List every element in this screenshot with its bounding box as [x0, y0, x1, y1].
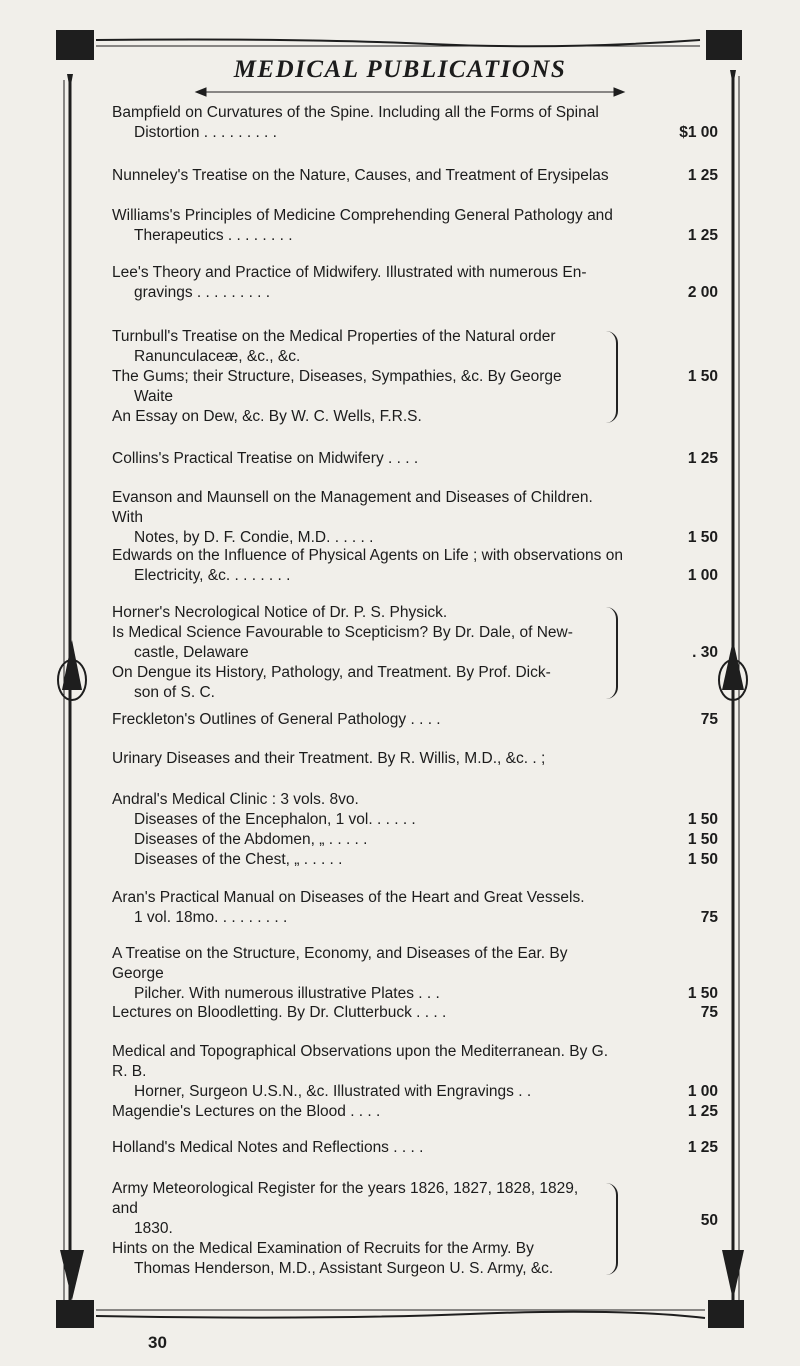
entry-price: 1 50	[687, 851, 718, 868]
entry-price: 1 00	[687, 567, 718, 584]
page-number: 30	[148, 1333, 167, 1352]
list-item	[112, 944, 718, 1004]
entry-title: Lee's Theory and Practice of Midwifery. Illustrated with numerous En-	[112, 264, 587, 281]
entry-price: 1 25	[687, 167, 718, 184]
list-item	[112, 850, 718, 870]
entry-title: Evanson and Maunsell on the Management and Diseases of Children. With	[112, 489, 593, 526]
list-item	[112, 263, 718, 303]
entry-title: Is Medical Science Favourable to Scepticism? By Dr. Dale, of New-	[112, 624, 573, 641]
entry-title: A Treatise on the Structure, Economy, and Diseases of the Ear. By George	[112, 945, 568, 982]
list-item	[112, 830, 718, 850]
entry-price: 50	[700, 1212, 718, 1229]
entry-price: 75	[700, 1004, 718, 1021]
entry-price: 1 50	[687, 831, 718, 848]
entry-title-continued: Notes, by D. F. Condie, M.D. . . . . .	[134, 529, 374, 546]
entry-title: Nunneley's Treatise on the Nature, Causes, and Treatment of Erysipelas	[112, 167, 609, 184]
entry-title-continued: Horner, Surgeon U.S.N., &c. Illustrated with Engravings . .	[134, 1083, 532, 1100]
entry-title-continued: castle, Delaware	[134, 644, 249, 661]
entry-title-continued: Distortion . . . . . . . . .	[134, 124, 277, 141]
entry-title: Lectures on Bloodletting. By Dr. Clutterbuck . . . .	[112, 1004, 447, 1021]
entry-price: 1 00	[687, 1083, 718, 1100]
list-item	[112, 1102, 718, 1122]
list-item	[112, 710, 718, 730]
entry-title: Williams's Principles of Medicine Comprehending General Pathology and	[112, 207, 613, 224]
entry-title: On Dengue its History, Pathology, and Treatment. By Prof. Dick-	[112, 664, 551, 681]
entry-title: Freckleton's Outlines of General Pathology . . . .	[112, 711, 441, 728]
entry-title-continued: son of S. C.	[134, 684, 215, 701]
page-title: MEDICAL PUBLICATIONS	[233, 56, 567, 83]
entry-title-continued: 1 vol. 18mo. . . . . . . . .	[134, 909, 288, 926]
entry-title-continued: gravings . . . . . . . . .	[134, 284, 271, 301]
entry-price: $1 00	[679, 124, 718, 141]
entry-price: 2 00	[687, 284, 718, 301]
entry-title: The Gums; their Structure, Diseases, Sympathies, &c. By George	[112, 368, 562, 385]
entry-price: 75	[700, 909, 718, 926]
list-item	[112, 166, 718, 186]
entry-title: Diseases of the Chest, „ . . . . .	[134, 851, 343, 868]
entry-price: 1 50	[687, 811, 718, 828]
list-item	[112, 749, 718, 769]
entry-title: Turnbull's Treatise on the Medical Properties of the Natural order	[112, 328, 556, 345]
entry-title-continued: Thomas Henderson, M.D., Assistant Surgeon U. S. Army, &c.	[134, 1260, 554, 1277]
grouped-entries	[112, 1179, 718, 1279]
entry-title: Magendie's Lectures on the Blood . . . .	[112, 1103, 381, 1120]
list-item	[112, 810, 718, 830]
entry-price: 1 25	[687, 1103, 718, 1120]
entry-price: 1 25	[687, 227, 718, 244]
entry-title: Holland's Medical Notes and Reflections . . . .	[112, 1139, 424, 1156]
entry-title: An Essay on Dew, &c. By W. C. Wells, F.R.S.	[112, 408, 422, 425]
entry-title-continued: Pilcher. With numerous illustrative Plates . . .	[134, 985, 440, 1002]
grouped-entries	[112, 327, 718, 427]
entry-title-continued: Ranunculaceæ, &c., &c.	[134, 348, 301, 365]
entry-title: Collins's Practical Treatise on Midwifery . . . .	[112, 450, 419, 467]
entry-price: 1 25	[687, 450, 718, 467]
list-item	[112, 546, 718, 586]
list-item	[112, 1003, 718, 1023]
entry-title: Andral's Medical Clinic : 3 vols. 8vo.	[112, 791, 359, 808]
list-item	[112, 888, 718, 928]
entry-title: Diseases of the Encephalon, 1 vol. . . . . .	[134, 811, 416, 828]
grouped-entries	[112, 603, 718, 703]
brace	[606, 607, 618, 699]
list-item	[112, 488, 718, 548]
entry-title: Medical and Topographical Observations upon the Mediterranean. By G. R. B.	[112, 1043, 609, 1080]
list-item	[112, 1042, 718, 1102]
list-item	[112, 449, 718, 469]
andral-clinic	[112, 790, 718, 870]
entry-price: 1 50	[687, 529, 718, 546]
entry-title-continued: Electricity, &c. . . . . . . .	[134, 567, 291, 584]
entry-title: Edwards on the Influence of Physical Agents on Life ; with observations on	[112, 547, 623, 564]
entry-title: Urinary Diseases and their Treatment. By R. Willis, M.D., &c. . ;	[112, 750, 546, 767]
list-item	[112, 1138, 718, 1158]
entry-title: Aran's Practical Manual on Diseases of the Heart and Great Vessels.	[112, 889, 585, 906]
entry-title: Bampfield on Curvatures of the Spine. Including all the Forms of Spinal	[112, 104, 599, 121]
entry-title: Hints on the Medical Examination of Recruits for the Army. By	[112, 1240, 534, 1257]
entry-title: Army Meteorological Register for the years 1826, 1827, 1828, 1829, and	[112, 1180, 579, 1217]
entry-price: 1 50	[687, 368, 718, 385]
entry-title-continued: Waite	[134, 388, 174, 405]
entry-price: . 30	[692, 644, 718, 661]
list-item	[112, 103, 718, 143]
brace	[606, 1183, 618, 1275]
entry-title-continued: 1830.	[134, 1220, 173, 1237]
entry-price: 75	[700, 711, 718, 728]
list-item	[112, 206, 718, 246]
entry-price: 1 50	[687, 985, 718, 1002]
entry-title: Horner's Necrological Notice of Dr. P. S. Physick.	[112, 604, 448, 621]
brace	[606, 331, 618, 423]
entry-price: 1 25	[687, 1139, 718, 1156]
entry-title: Diseases of the Abdomen, „ . . . . .	[134, 831, 368, 848]
entry-title-continued: Therapeutics . . . . . . . .	[134, 227, 293, 244]
